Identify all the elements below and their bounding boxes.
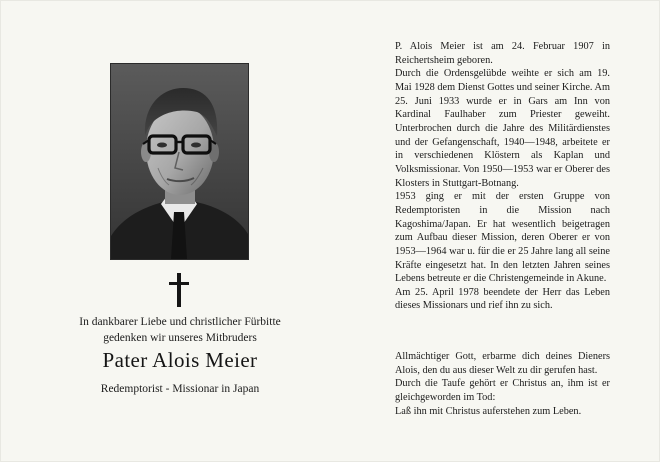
- biography-paragraph-3: 1953 ging er mit der ersten Gruppe von Redemptoristen in die Mission nach Kagoshima/Japan. Er hat wesentlich beigetragen zum Aufbau dieser Mission, deren Oberer er von 1953—1964 war u. für die er 25 Jahre lang all seine Kräfte eingesetzt hat. In den letzten Jahren seines Lebens betreute er die Christengemeinde in Akune.: [395, 191, 610, 285]
- dedication-text: [40, 314, 320, 346]
- cross-icon-horizontal: [169, 282, 189, 285]
- prayer: [395, 350, 610, 418]
- dedication-line-1: In dankbarer Liebe und christlicher Fürbitte: [79, 316, 281, 328]
- deceased-name: Pater Alois Meier: [102, 348, 258, 372]
- portrait-photo-image: [111, 64, 248, 259]
- deceased-subtitle: Redemptorist - Missionar in Japan: [100, 383, 260, 395]
- portrait-photo: [110, 63, 249, 260]
- biography-paragraph-2: Durch die Ordensgelübde weihte er sich am 19. Mai 1928 dem Dienst Gottes und seiner Kirche. Am 25. Juni 1933 wurde er in Gars am Inn von Kardinal Faulhaber zum Priester geweiht. Unterbrochen durch die Jahre des Militärdienstes und der Gefangenschaft, 1940—1948, arbeitete er in verschiedenen Klöstern als Kaplan und Volksmissionar. Von 1950—1953 war er Oberer des Klosters in Stuttgart-Botnang.: [395, 68, 610, 189]
- cross-icon: [168, 273, 190, 307]
- cross-icon-vertical: [177, 273, 181, 307]
- dedication-line-2: gedenken wir unseres Mitbruders: [103, 332, 257, 344]
- biography: [395, 40, 610, 313]
- prayer-paragraph-1: Allmächtiger Gott, erbarme dich deines Dieners Alois, den du aus dieser Welt zu dir gerufen hast.: [395, 351, 610, 376]
- prayer-paragraph-3: Laß ihn mit Christus auferstehen zum Leben.: [395, 405, 582, 417]
- biography-paragraph-4: Am 25. April 1978 beendete der Herr das Leben dieses Missionars und rief ihn zu sich.: [395, 286, 610, 312]
- biography-paragraph-1: P. Alois Meier ist am 24. Februar 1907 in Reichertsheim geboren.: [395, 41, 610, 66]
- prayer-paragraph-2: Durch die Taufe gehört er Christus an, ihm ist er gleichgeworden im Tod:: [395, 378, 610, 403]
